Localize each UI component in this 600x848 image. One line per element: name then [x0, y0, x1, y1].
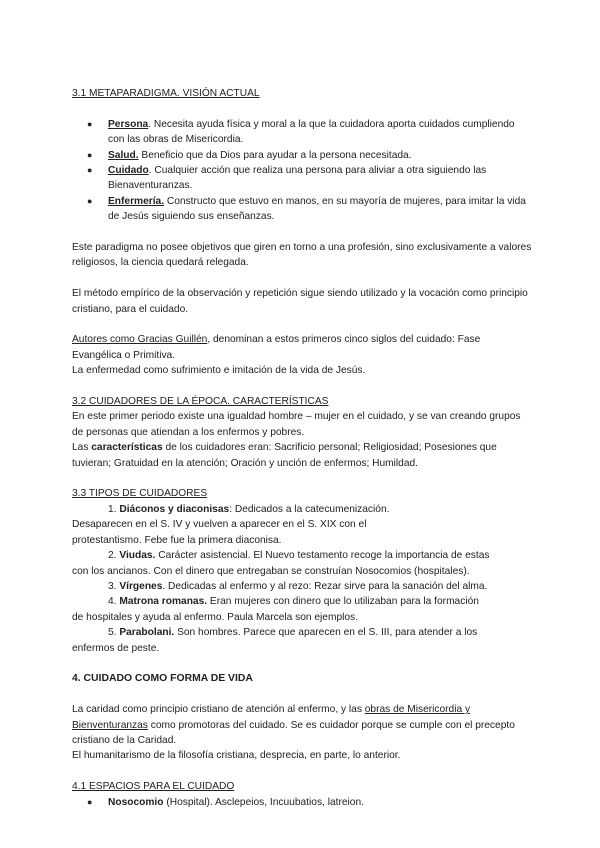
caregiver-type-2: 2. Viudas. Carácter asistencial. El Nuevo testamento recoge la importancia de estas: [108, 550, 490, 562]
section-3-3-title: 3.3 TIPOS DE CUIDADORES: [72, 488, 208, 500]
definition: Constructo que estuvo en manos, en su mayoría de mujeres, para imitar la vida de Jesús siguiendo sus enseñanzas.: [108, 195, 526, 223]
section-3-2-title: 3.2 CUIDADORES DE LA ÉPOCA. CARACTERÍSTICAS: [72, 396, 329, 408]
list-item: [72, 795, 532, 810]
paragraph: Las características de los cuidadores eran: Sacrificio personal; Religiosidad; Posesiones que tuvieran; Gratuidad en la atención; Oración y unción de enfermos; Humildad.: [72, 442, 497, 469]
term: Salud.: [108, 149, 139, 161]
term: Enfermería.: [108, 195, 165, 207]
bullet-icon: ●: [87, 195, 93, 206]
section-4-title: 4. CUIDADO COMO FORMA DE VIDA: [72, 673, 253, 685]
list-item: [72, 117, 532, 148]
paragraph: El humanitarismo de la filosofía cristiana, desprecia, en parte, lo anterior.: [72, 750, 401, 762]
paragraph: enfermos de peste.: [72, 642, 160, 654]
paragraph: Autores como Gracias Guillén, denominan a estos primeros cinco siglos del cuidado: Fase Evangélica o Primitiva.: [72, 334, 481, 361]
term: Persona: [108, 118, 149, 130]
care-spaces-list: [72, 795, 532, 810]
bullet-icon: ●: [87, 118, 93, 129]
list-item: [72, 194, 532, 225]
term: Cuidado: [108, 165, 149, 177]
paragraph: La caridad como principio cristiano de atención al enfermo, y las obras de Misericordia y Bienventuranzas como promotoras del cuidado. Se es cuidador porque se cumple con el precepto cristiano de la Caridad.: [72, 704, 515, 746]
paragraph: En este primer periodo existe una igualdad hombre – mujer en el cuidado, y se van creando grupos de personas que atiendan a los enfermos y pobres.: [72, 411, 521, 438]
caregiver-type-3: 3. Vírgenes. Dedicadas al enfermo y al rezo: Rezar sirve para la sanación del alma.: [108, 580, 488, 592]
paragraph: protestantismo. Febe fue la primera diaconisa.: [72, 534, 282, 546]
document-page: [72, 86, 532, 810]
definition: . Cualquier acción que realiza una persona para aliviar a otra siguiendo las Bienaventuranzas.: [108, 165, 487, 192]
paragraph: con los ancianos. Con el dinero que entregaban se construían Nosocomios (hospitales).: [72, 565, 470, 577]
paragraph: El método empírico de la observación y repetición sigue siendo utilizado y la vocación como principio cristiano, para el cuidado.: [72, 288, 528, 315]
paragraph: Este paradigma no posee objetivos que giren en torno a una profesión, sino exclusivamente a valores religiosos, la ciencia quedará relegada.: [72, 242, 532, 269]
caregiver-type-5: 5. Parabolani. Son hombres. Parece que aparecen en el S. III, para atender a los: [108, 627, 478, 639]
caregiver-type-4: 4. Matrona romanas. Eran mujeres con dinero que lo utilizaban para la formación: [108, 596, 479, 608]
paragraph: Desaparecen en el S. IV y vuelven a aparecer en el S. XIX con el: [72, 519, 367, 531]
bullet-icon: ●: [87, 165, 93, 176]
bullet-icon: ●: [87, 149, 93, 160]
definition: (Hospital). Asclepeios, Incuubatios, latreion.: [163, 796, 364, 808]
section-4-1-title: 4.1 ESPACIOS PARA EL CUIDADO: [72, 781, 235, 793]
caregiver-type-1: 1. Diáconos y diaconisas: Dedicados a la catecumenización.: [108, 503, 390, 515]
term: Nosocomio: [108, 796, 164, 808]
author-reference: Autores como Gracias Guillén: [72, 334, 208, 346]
paragraph: La enfermedad como sufrimiento e imitación de la vida de Jesús.: [72, 365, 366, 377]
list-item: [72, 163, 532, 194]
works-of-mercy-link: obras de Misericordia y Bienventuranzas: [72, 704, 471, 731]
bullet-icon: ●: [87, 796, 93, 807]
list-item: [72, 148, 532, 163]
section-3-1-title: 3.1 METAPARADIGMA. VISIÓN ACTUAL: [72, 88, 260, 99]
definition: . Necesita ayuda física y moral a la que la cuidadora aporta cuidados cumpliendo con las obras de Misericordia.: [108, 118, 515, 146]
metaparadigm-list: [72, 117, 532, 225]
paragraph: de hospitales y ayuda al enfermo. Paula Marcela son ejemplos.: [72, 611, 358, 623]
definition: Beneficio que da Dios para ayudar a la persona necesitada.: [138, 149, 412, 161]
